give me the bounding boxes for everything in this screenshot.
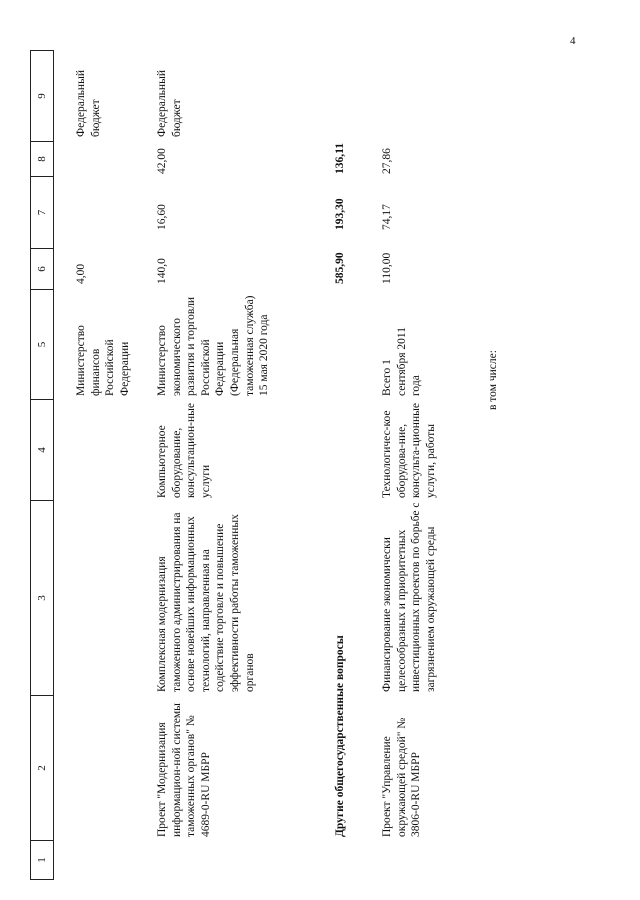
section-col6: 585,90 xyxy=(334,252,346,284)
row1-col6: 4,00 xyxy=(75,263,87,284)
row4-col4: Технологичес-кое оборудова-ние, консульта-ционные услуги, работы xyxy=(381,403,437,498)
header-col-1: 1 xyxy=(30,840,54,880)
row4-col5-sub: в том числе: xyxy=(487,350,499,410)
page-number: 4 xyxy=(570,35,576,47)
section-col8: 136,11 xyxy=(334,143,346,174)
row4-col3: Финансирование экономически целесообразных и приоритетных инвестиционных проектов по борьбе с загрязнением окружающей среды xyxy=(381,502,437,692)
row2-col3: Комплексная модернизация таможенного администрирования на основе новейших информационных технологий, направленная на содействие торговле и повышение эффективности работы таможенных органов xyxy=(156,512,256,692)
row2-col6: 140,0 xyxy=(156,258,168,284)
row1-col9: Федеральный бюджет xyxy=(75,70,102,137)
row2-col5: Министерство экономического развития и торговли Российской Федерации (Федеральная таможенная служба) 15 мая 2020 года xyxy=(156,295,271,396)
section-title: Другие общегосударственные вопросы xyxy=(334,635,346,837)
row4-col6: 110,00 xyxy=(381,252,393,284)
row2-col8: 42,00 xyxy=(156,148,168,174)
row4-col7: 74,17 xyxy=(381,204,393,230)
row2-col7: 16,60 xyxy=(156,204,168,230)
section-col7: 193,30 xyxy=(334,198,346,230)
row2-col2: Проект "Модернизация информацион-ной системы таможенных органов" № 4689-0-RU МБРР xyxy=(156,703,212,837)
header-col-4: 4 xyxy=(30,399,54,501)
rotated-table xyxy=(30,50,590,880)
header-col-3: 3 xyxy=(30,500,54,696)
header-col-9: 9 xyxy=(30,50,54,142)
header-col-7: 7 xyxy=(30,176,54,249)
header-col-2: 2 xyxy=(30,695,54,841)
header-col-8: 8 xyxy=(30,141,54,177)
row4-col2: Проект "Управление окружающей средой" № 3806-0-RU МБРР xyxy=(381,717,423,837)
row2-col4: Компьютерное оборудование, консультацион-ные услуги xyxy=(156,403,212,498)
header-col-5: 5 xyxy=(30,289,54,400)
header-col-6: 6 xyxy=(30,248,54,290)
row1-col5: Министерство финансов Российской Федерации xyxy=(75,325,131,396)
row4-col5: Всего 1 сентября 2011 года xyxy=(381,326,423,396)
row2-col9: Федеральный бюджет xyxy=(156,70,183,137)
row4-col8: 27,86 xyxy=(381,148,393,174)
